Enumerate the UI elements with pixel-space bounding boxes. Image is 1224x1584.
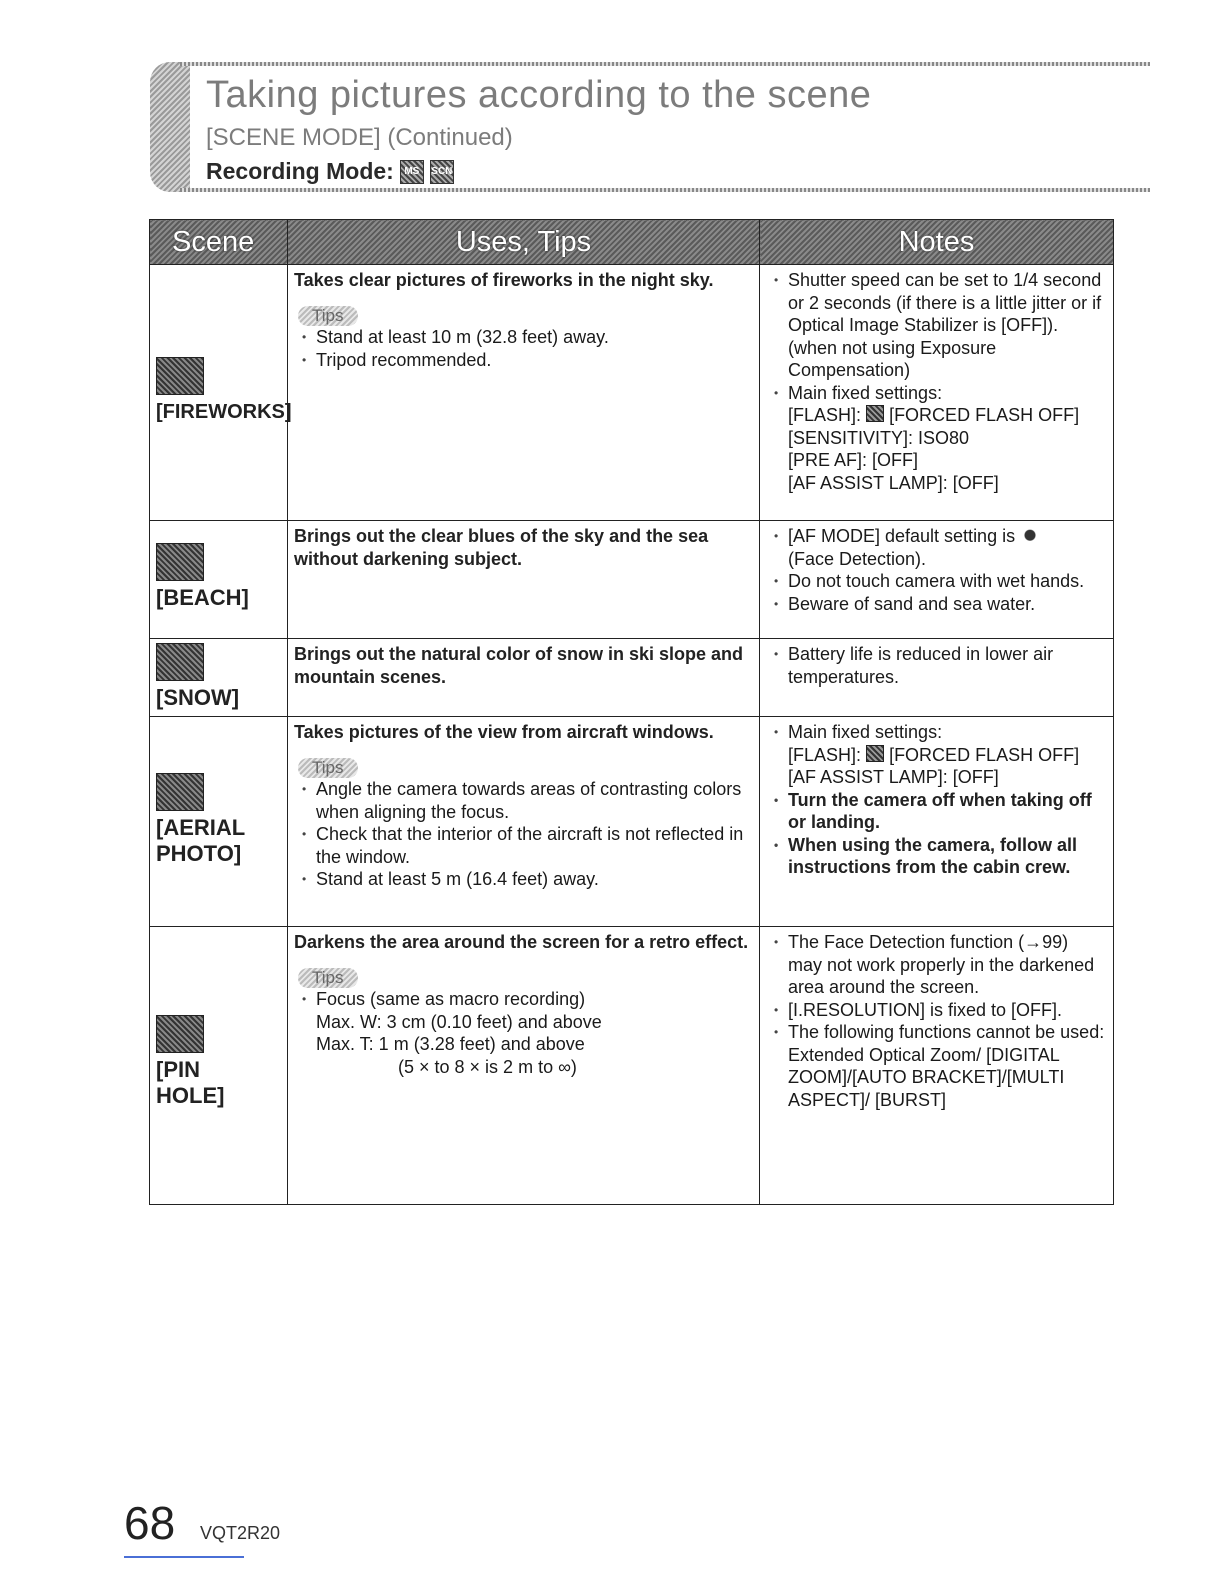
section-header	[150, 62, 1150, 194]
scene-cell	[150, 717, 288, 927]
note-text: [AF MODE] default setting is	[788, 526, 1016, 546]
scene-description: Brings out the natural color of snow in ski slope and mountain scenes.	[294, 644, 744, 687]
tips-badge: Tips	[298, 758, 358, 778]
flash-off-icon	[866, 745, 884, 762]
scene-name: [FIREWORKS]	[156, 401, 292, 423]
list-item: • The following functions cannot be used:	[766, 1021, 1107, 1044]
scene-name: [BEACH]	[156, 585, 249, 610]
scene-cell	[150, 927, 288, 1205]
list-item: • Angle the camera towards areas of contrasting colors when aligning the focus.	[294, 778, 753, 823]
face-detection-icon	[1020, 528, 1040, 544]
scn-mode-icon: SCN	[430, 160, 454, 184]
tips-badge: Tips	[298, 306, 358, 326]
header-bottom-rule	[180, 188, 1150, 192]
tips-badge: Tips	[298, 968, 358, 988]
scene-description: Darkens the area around the screen for a retro effect.	[294, 932, 749, 952]
recording-mode-label: Recording Mode:	[206, 158, 394, 184]
list-item: • Stand at least 10 m (32.8 feet) away.	[294, 326, 753, 349]
table-row	[150, 521, 1114, 639]
list-item	[766, 744, 1107, 767]
list-item: • Tripod recommended.	[294, 349, 753, 372]
list-item: • Battery life is reduced in lower air temperatures.	[766, 643, 1107, 688]
notes-cell	[760, 927, 1114, 1205]
list-item: • Main fixed settings:	[766, 382, 1107, 405]
table-header-row	[150, 220, 1114, 265]
tips-list	[294, 778, 753, 891]
list-item: • Stand at least 5 m (16.4 feet) away.	[294, 868, 753, 891]
recording-mode	[206, 158, 454, 185]
list-item: Extended Optical Zoom/ [DIGITAL ZOOM]/[AUTO BRACKET]/[MULTI ASPECT]/ [BURST]	[788, 1044, 1065, 1110]
notes-list	[766, 643, 1107, 688]
beach-icon	[156, 543, 204, 581]
scene-name: [SNOW]	[156, 685, 240, 710]
notes-cell	[760, 717, 1114, 927]
uses-tips-cell	[288, 639, 760, 717]
notes-cell	[760, 265, 1114, 521]
list-item: • Do not touch camera with wet hands.	[766, 570, 1107, 593]
setting-flash-label: [FLASH]:	[788, 744, 862, 765]
uses-tips-cell	[288, 717, 760, 927]
scene-name: [AERIAL PHOTO]	[156, 815, 245, 866]
list-item: [SENSITIVITY]: ISO80	[788, 427, 970, 448]
setting-flash-value: [FORCED FLASH OFF]	[889, 405, 1080, 425]
scene-table	[149, 219, 1114, 1205]
list-item: • Turn the camera off when taking off or landing.	[766, 789, 1107, 834]
table-row	[150, 639, 1114, 717]
setting-flash-value: [FORCED FLASH OFF]	[889, 744, 1080, 765]
column-header-scene: Scene	[150, 220, 288, 265]
scene-cell	[150, 639, 288, 717]
list-item: [AF ASSIST LAMP]: [OFF]	[788, 472, 999, 493]
setting-flash-label: [FLASH]:	[788, 405, 862, 425]
header-top-rule	[180, 62, 1150, 66]
notes-list	[766, 525, 1107, 615]
ms-mode-icon: MS	[400, 160, 424, 184]
note-text: (Face Detection).	[788, 548, 927, 569]
scene-cell	[150, 265, 292, 521]
page-title: Taking pictures according to the scene	[206, 74, 872, 116]
fireworks-icon	[156, 357, 204, 395]
page-subtitle: [SCENE MODE] (Continued)	[206, 124, 513, 151]
notes-cell	[760, 639, 1114, 717]
aerial-photo-icon	[156, 773, 204, 811]
list-item: • Main fixed settings:	[766, 721, 1107, 744]
list-item: Max. W: 3 cm (0.10 feet) and above	[316, 1011, 602, 1032]
list-item: • Check that the interior of the aircraft is not reflected in the window.	[294, 823, 753, 868]
column-header-uses-tips: Uses, Tips	[288, 220, 760, 265]
table-row	[150, 927, 1114, 1205]
scene-description: Takes pictures of the view from aircraft windows.	[294, 722, 714, 742]
uses-tips-cell	[288, 265, 760, 521]
list-item: [AF ASSIST LAMP]: [OFF]	[788, 767, 999, 787]
scene-description: Brings out the clear blues of the sky and the sea without darkening subject.	[294, 526, 709, 569]
notes-list	[766, 931, 1107, 1111]
list-item: • Focus (same as macro recording)	[294, 988, 753, 1011]
notes-list	[766, 721, 1107, 879]
column-header-notes: Notes	[760, 220, 1114, 265]
tips-list	[294, 988, 753, 1078]
list-item: • Shutter speed can be set to 1/4 second or 2 seconds (if there is a little jitter or if Optical Image Stabilizer is [OFF]). (when not using Exposure Compensation)	[766, 269, 1107, 382]
notes-cell	[760, 521, 1114, 639]
uses-tips-cell	[288, 521, 760, 639]
flash-off-icon	[866, 405, 884, 422]
list-item: • [I.RESOLUTION] is fixed to [OFF].	[766, 999, 1107, 1022]
tips-list	[294, 326, 753, 371]
list-item: [PRE AF]: [OFF]	[788, 450, 919, 470]
table-row	[150, 717, 1114, 927]
list-item	[766, 404, 1107, 427]
uses-tips-cell	[288, 927, 760, 1205]
scene-cell	[150, 521, 288, 639]
list-item: • When using the camera, follow all instructions from the cabin crew.	[766, 834, 1107, 879]
table-row	[150, 265, 1114, 521]
list-item	[766, 525, 1107, 570]
scene-description: Takes clear pictures of fireworks in the night sky.	[294, 270, 714, 290]
snowman-icon	[156, 643, 204, 681]
document-code: VQT2R20	[200, 1523, 281, 1543]
list-item: • Beware of sand and sea water.	[766, 593, 1107, 616]
scene-name: [PIN HOLE]	[156, 1057, 225, 1108]
pin-hole-icon	[156, 1015, 204, 1053]
list-item: (5 × to 8 × is 2 m to ∞)	[398, 1056, 577, 1077]
header-decoration-bar	[150, 62, 190, 192]
page-number: 68	[124, 1497, 176, 1549]
notes-list	[766, 269, 1107, 494]
list-item: • The Face Detection function (→99) may not work properly in the darkened area around the screen.	[766, 931, 1107, 999]
list-item: Max. T: 1 m (3.28 feet) and above	[316, 1034, 585, 1054]
footer-rule	[124, 1556, 244, 1558]
